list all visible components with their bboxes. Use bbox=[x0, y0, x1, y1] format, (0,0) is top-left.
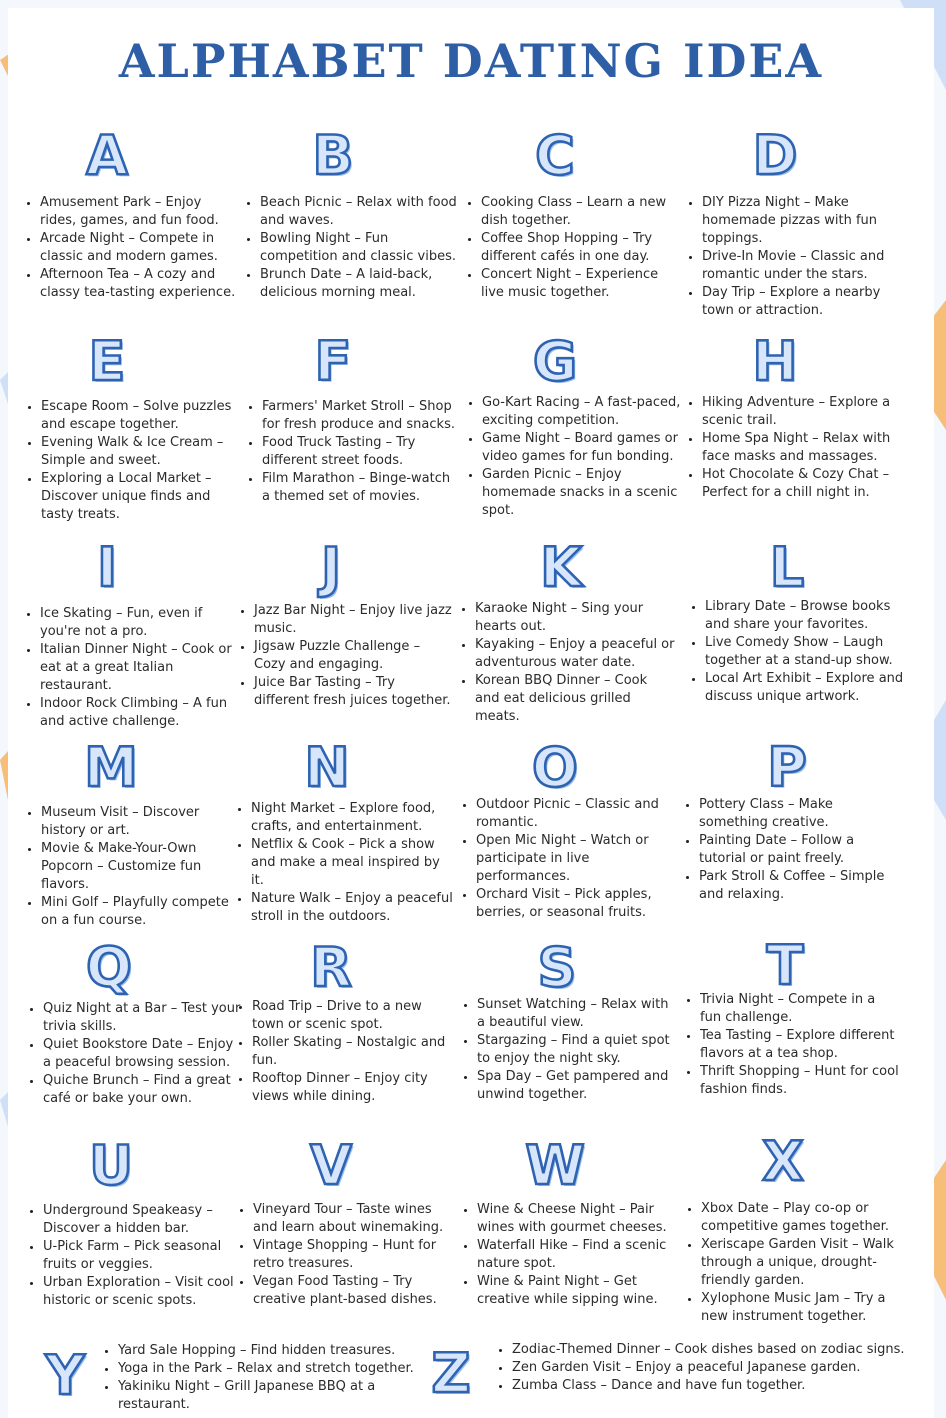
list-item: • Road Trip – Drive to a new town or scenic spot. bbox=[252, 998, 452, 1034]
list-item: • Library Date – Browse books and share your favorites. bbox=[705, 598, 905, 634]
list-r bbox=[234, 998, 452, 1106]
list-item: • Karaoke Night – Sing your hearts out. bbox=[475, 600, 675, 636]
list-item: • Home Spa Night – Relax with face masks and massages. bbox=[702, 430, 902, 466]
list-item: • Vegan Food Tasting – Try creative plant-based dishes. bbox=[253, 1273, 458, 1309]
list-g bbox=[464, 394, 682, 520]
list-item: • Bowling Night – Fun competition and classic vibes. bbox=[260, 230, 460, 266]
letter-y: Y bbox=[45, 1344, 85, 1407]
list-item: • Hiking Adventure – Explore a scenic trail. bbox=[702, 394, 902, 430]
list-item: • Night Market – Explore food, crafts, and entertainment. bbox=[251, 800, 456, 836]
list-item: • Cooking Class – Learn a new dish together. bbox=[481, 194, 681, 230]
list-l bbox=[687, 598, 905, 706]
list-a bbox=[22, 194, 240, 302]
list-item: • Ice Skating – Fun, even if you're not a pro. bbox=[40, 605, 240, 641]
list-item: • Xbox Date – Play co-op or competitive games together. bbox=[701, 1200, 906, 1236]
letter-p: P bbox=[767, 736, 807, 799]
letter-l: L bbox=[769, 536, 805, 599]
list-item: • Painting Date – Follow a tutorial or paint freely. bbox=[699, 832, 899, 868]
list-item: • Hot Chocolate & Cozy Chat – Perfect for a chill night in. bbox=[702, 466, 902, 502]
list-item: • Orchard Visit – Pick apples, berries, or seasonal fruits. bbox=[476, 886, 676, 922]
letter-w: W bbox=[525, 1134, 585, 1197]
list-item: • Quiche Brunch – Find a great café or bake your own. bbox=[43, 1072, 243, 1108]
list-item: • Yakiniku Night – Grill Japanese BBQ at a restaurant. bbox=[118, 1378, 428, 1414]
page-title: ALPHABET DATING IDEA bbox=[118, 34, 824, 88]
list-item: • Film Marathon – Binge-watch a themed set of movies. bbox=[262, 470, 462, 506]
list-v bbox=[235, 1201, 458, 1309]
list-item: • Spa Day – Get pampered and unwind together. bbox=[477, 1068, 677, 1104]
list-item: • Arcade Night – Compete in classic and modern games. bbox=[40, 230, 240, 266]
list-item: • Amusement Park – Enjoy rides, games, and fun food. bbox=[40, 194, 240, 230]
list-item: • Coffee Shop Hopping – Try different cafés in one day. bbox=[481, 230, 681, 266]
list-item: • Xeriscape Garden Visit – Walk through a unique, drought-friendly garden. bbox=[701, 1236, 906, 1290]
list-item: • Quiz Night at a Bar – Test your trivia skills. bbox=[43, 1000, 243, 1036]
list-item: • Afternoon Tea – A cozy and classy tea-tasting experience. bbox=[40, 266, 240, 302]
list-p bbox=[681, 796, 899, 904]
list-item: • Zen Garden Visit – Enjoy a peaceful Japanese garden. bbox=[512, 1359, 942, 1377]
letter-f: F bbox=[314, 330, 352, 393]
list-item: • Exploring a Local Market – Discover unique finds and tasty treats. bbox=[41, 470, 246, 524]
list-item: • Trivia Night – Compete in a fun challenge. bbox=[700, 991, 900, 1027]
list-item: • Zodiac-Themed Dinner – Cook dishes based on zodiac signs. bbox=[512, 1341, 942, 1359]
letter-g: G bbox=[532, 330, 578, 393]
letter-k: K bbox=[540, 536, 582, 599]
list-item: • Thrift Shopping – Hunt for cool fashion finds. bbox=[700, 1063, 900, 1099]
list-item: • Game Night – Board games or video games for fun bonding. bbox=[482, 430, 682, 466]
letter-m: M bbox=[84, 736, 138, 799]
list-t bbox=[682, 991, 900, 1099]
letter-c: C bbox=[535, 124, 575, 187]
list-item: • Drive-In Movie – Classic and romantic under the stars. bbox=[702, 248, 902, 284]
list-o bbox=[458, 796, 676, 922]
list-item: • Urban Exploration – Visit cool historic or scenic spots. bbox=[43, 1274, 243, 1310]
list-b bbox=[242, 194, 460, 302]
list-item: • Food Truck Tasting – Try different street foods. bbox=[262, 434, 462, 470]
list-s bbox=[459, 996, 677, 1104]
list-item: • Kayaking – Enjoy a peaceful or adventurous water date. bbox=[475, 636, 675, 672]
letter-d: D bbox=[752, 124, 798, 187]
list-item: • Sunset Watching – Relax with a beautiful view. bbox=[477, 996, 677, 1032]
list-item: • Museum Visit – Discover history or art. bbox=[41, 804, 241, 840]
list-m bbox=[23, 804, 241, 930]
list-item: • Open Mic Night – Watch or participate in live performances. bbox=[476, 832, 676, 886]
list-item: • Juice Bar Tasting – Try different fresh juices together. bbox=[254, 674, 454, 710]
list-q bbox=[25, 1000, 243, 1108]
list-item: • Escape Room – Solve puzzles and escape together. bbox=[41, 398, 246, 434]
list-j bbox=[236, 602, 454, 710]
letter-x: X bbox=[762, 1130, 804, 1193]
list-h bbox=[684, 394, 902, 502]
list-item: • Live Comedy Show – Laugh together at a stand-up show. bbox=[705, 634, 905, 670]
letter-o: O bbox=[532, 736, 578, 799]
list-k bbox=[457, 600, 675, 726]
list-i bbox=[22, 605, 240, 731]
list-item: • Park Stroll & Coffee – Simple and relaxing. bbox=[699, 868, 899, 904]
list-item: • Yoga in the Park – Relax and stretch together. bbox=[118, 1360, 428, 1378]
letter-e: E bbox=[88, 330, 126, 393]
list-item: • Tea Tasting – Explore different flavors at a tea shop. bbox=[700, 1027, 900, 1063]
list-item: • Mini Golf – Playfully compete on a fun course. bbox=[41, 894, 241, 930]
list-item: • Italian Dinner Night – Cook or eat at a great Italian restaurant. bbox=[40, 641, 240, 695]
list-item: • Roller Skating – Nostalgic and fun. bbox=[252, 1034, 452, 1070]
list-item: • Yard Sale Hopping – Find hidden treasures. bbox=[118, 1342, 428, 1360]
list-item: • Stargazing – Find a quiet spot to enjoy the night sky. bbox=[477, 1032, 677, 1068]
letter-z: Z bbox=[431, 1342, 471, 1405]
list-item: • Korean BBQ Dinner – Cook and eat delicious grilled meats. bbox=[475, 672, 675, 726]
letter-v: V bbox=[310, 1134, 352, 1197]
letter-s: S bbox=[537, 936, 577, 999]
letter-a: A bbox=[86, 124, 128, 187]
letter-h: H bbox=[752, 330, 798, 393]
list-item: • Wine & Paint Night – Get creative while sipping wine. bbox=[477, 1273, 682, 1309]
list-item: • Pottery Class – Make something creative. bbox=[699, 796, 899, 832]
letter-j: J bbox=[320, 536, 342, 599]
list-item: • DIY Pizza Night – Make homemade pizzas with fun toppings. bbox=[702, 194, 902, 248]
list-item: • Jazz Bar Night – Enjoy live jazz music. bbox=[254, 602, 454, 638]
letter-b: B bbox=[312, 124, 354, 187]
list-item: • Xylophone Music Jam – Try a new instrument together. bbox=[701, 1290, 906, 1326]
list-item: • Waterfall Hike – Find a scenic nature spot. bbox=[477, 1237, 682, 1273]
list-w bbox=[459, 1201, 682, 1309]
letter-n: N bbox=[304, 736, 350, 799]
list-item: • Day Trip – Explore a nearby town or attraction. bbox=[702, 284, 902, 320]
list-n bbox=[233, 800, 456, 926]
letter-r: R bbox=[310, 936, 352, 999]
list-item: • Concert Night – Experience live music together. bbox=[481, 266, 681, 302]
list-item: • Movie & Make-Your-Own Popcorn – Customize fun flavors. bbox=[41, 840, 241, 894]
list-item: • Brunch Date – A laid-back, delicious morning meal. bbox=[260, 266, 460, 302]
list-item: • Evening Walk & Ice Cream – Simple and sweet. bbox=[41, 434, 246, 470]
letter-t: T bbox=[766, 934, 804, 997]
letter-i: I bbox=[96, 536, 118, 599]
list-z bbox=[494, 1341, 942, 1395]
list-item: • U-Pick Farm – Pick seasonal fruits or veggies. bbox=[43, 1238, 243, 1274]
list-item: • Garden Picnic – Enjoy homemade snacks in a scenic spot. bbox=[482, 466, 682, 520]
list-item: • Farmers' Market Stroll – Shop for fresh produce and snacks. bbox=[262, 398, 462, 434]
list-item: • Go-Kart Racing – A fast-paced, exciting competition. bbox=[482, 394, 682, 430]
list-item: • Local Art Exhibit – Explore and discuss unique artwork. bbox=[705, 670, 905, 706]
letter-u: U bbox=[89, 1134, 133, 1197]
list-c bbox=[463, 194, 681, 302]
list-item: • Outdoor Picnic – Classic and romantic. bbox=[476, 796, 676, 832]
list-u bbox=[25, 1202, 243, 1310]
list-item: • Wine & Cheese Night – Pair wines with gourmet cheeses. bbox=[477, 1201, 682, 1237]
list-item: • Nature Walk – Enjoy a peaceful stroll in the outdoors. bbox=[251, 890, 456, 926]
list-item: • Underground Speakeasy – Discover a hidden bar. bbox=[43, 1202, 243, 1238]
list-item: • Vineyard Tour – Taste wines and learn about winemaking. bbox=[253, 1201, 458, 1237]
letter-q: Q bbox=[86, 936, 132, 999]
list-y bbox=[100, 1342, 428, 1414]
list-x bbox=[683, 1200, 906, 1326]
list-item: • Vintage Shopping – Hunt for retro treasures. bbox=[253, 1237, 458, 1273]
list-d bbox=[684, 194, 902, 320]
list-item: • Indoor Rock Climbing – A fun and active challenge. bbox=[40, 695, 240, 731]
list-f bbox=[244, 398, 462, 506]
list-item: • Rooftop Dinner – Enjoy city views while dining. bbox=[252, 1070, 452, 1106]
list-item: • Netflix & Cook – Pick a show and make a meal inspired by it. bbox=[251, 836, 456, 890]
poster bbox=[8, 8, 934, 1418]
list-item: • Quiet Bookstore Date – Enjoy a peaceful browsing session. bbox=[43, 1036, 243, 1072]
list-e bbox=[23, 398, 246, 524]
list-item: • Zumba Class – Dance and have fun together. bbox=[512, 1377, 942, 1395]
list-item: • Jigsaw Puzzle Challenge – Cozy and engaging. bbox=[254, 638, 454, 674]
list-item: • Beach Picnic – Relax with food and waves. bbox=[260, 194, 460, 230]
